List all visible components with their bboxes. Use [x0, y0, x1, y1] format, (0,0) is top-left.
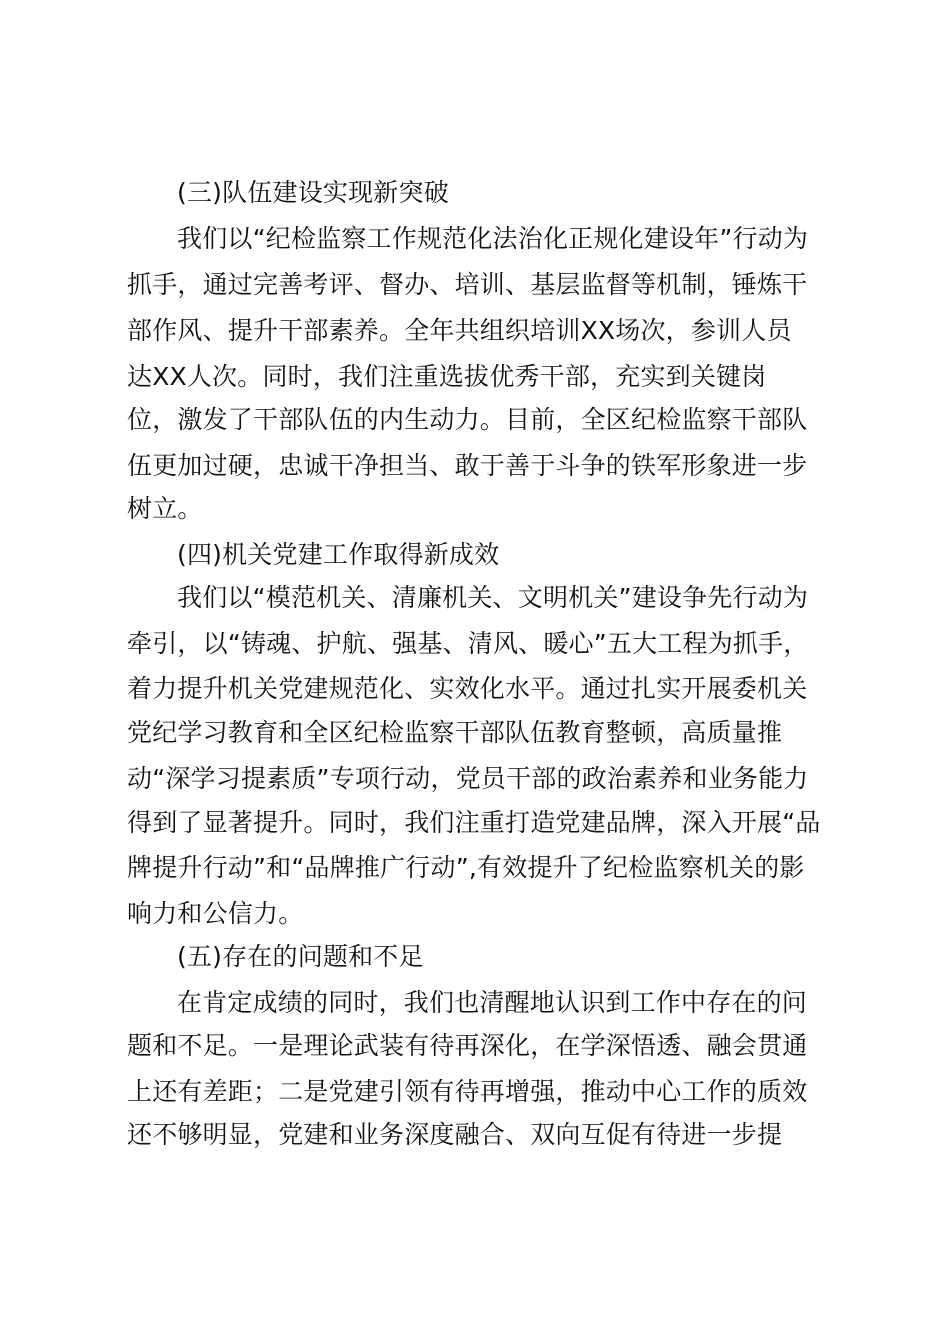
section-heading-3: (三)队伍建设实现新突破 [177, 178, 449, 207]
paragraph-line: 达XX人次。同时，我们注重选拔优秀干部，充实到关键岗 [127, 362, 767, 391]
paragraph-line: 抓手，通过完善考评、督办、培训、基层监督等机制，锤炼干 [127, 270, 808, 299]
paragraph-line: 得到了显著提升。同时，我们注重打造党建品牌，深入开展“品 [127, 808, 821, 837]
paragraph-line: 牵引，以“铸魂、护航、强基、清风、暖心”五大工程为抓手， [127, 629, 809, 658]
section-heading-5: (五)存在的问题和不足 [177, 942, 424, 971]
section-heading-4: (四)机关党建工作取得新成效 [177, 540, 500, 569]
paragraph-line: 党纪学习教育和全区纪检监察干部队伍教育整顿，高质量推 [127, 718, 783, 747]
paragraph-line: 动“深学习提素质”专项行动，党员干部的政治素养和业务能力 [127, 764, 809, 793]
paragraph-line: 上还有差距；二是党建引领有待再增强，推动中心工作的质效 [127, 1077, 808, 1106]
paragraph-line: 响力和公信力。 [127, 899, 304, 928]
paragraph-line: 牌提升行动”和“品牌推广行动”,有效提升了纪检监察机关的影 [127, 853, 805, 882]
paragraph-line: 题和不足。一是理论武装有待再深化，在学深悟透、融会贯通 [127, 1031, 808, 1060]
paragraph-line: 树立。 [127, 494, 203, 523]
paragraph-line: 位，激发了干部队伍的内生动力。目前，全区纪检监察干部队 [127, 405, 808, 434]
paragraph-line: 还不够明显，党建和业务深度融合、双向互促有待进一步提 [127, 1120, 783, 1149]
paragraph-line: 在肯定成绩的同时，我们也清醒地认识到工作中存在的问 [177, 988, 808, 1017]
paragraph-line: 部作风、提升干部素养。全年共组织培训XX场次，参训人员 [127, 316, 792, 345]
paragraph-line: 伍更加过硬，忠诚干净担当、敢于善于斗争的铁军形象进一步 [127, 451, 808, 480]
paragraph-line: 着力提升机关党建规范化、实效化水平。通过扎实开展委机关 [127, 674, 808, 703]
paragraph-line: 我们以“模范机关、清廉机关、文明机关”建设争先行动为 [177, 583, 809, 612]
paragraph-line: 我们以“纪检监察工作规范化法治化正规化建设年”行动为 [177, 224, 809, 253]
